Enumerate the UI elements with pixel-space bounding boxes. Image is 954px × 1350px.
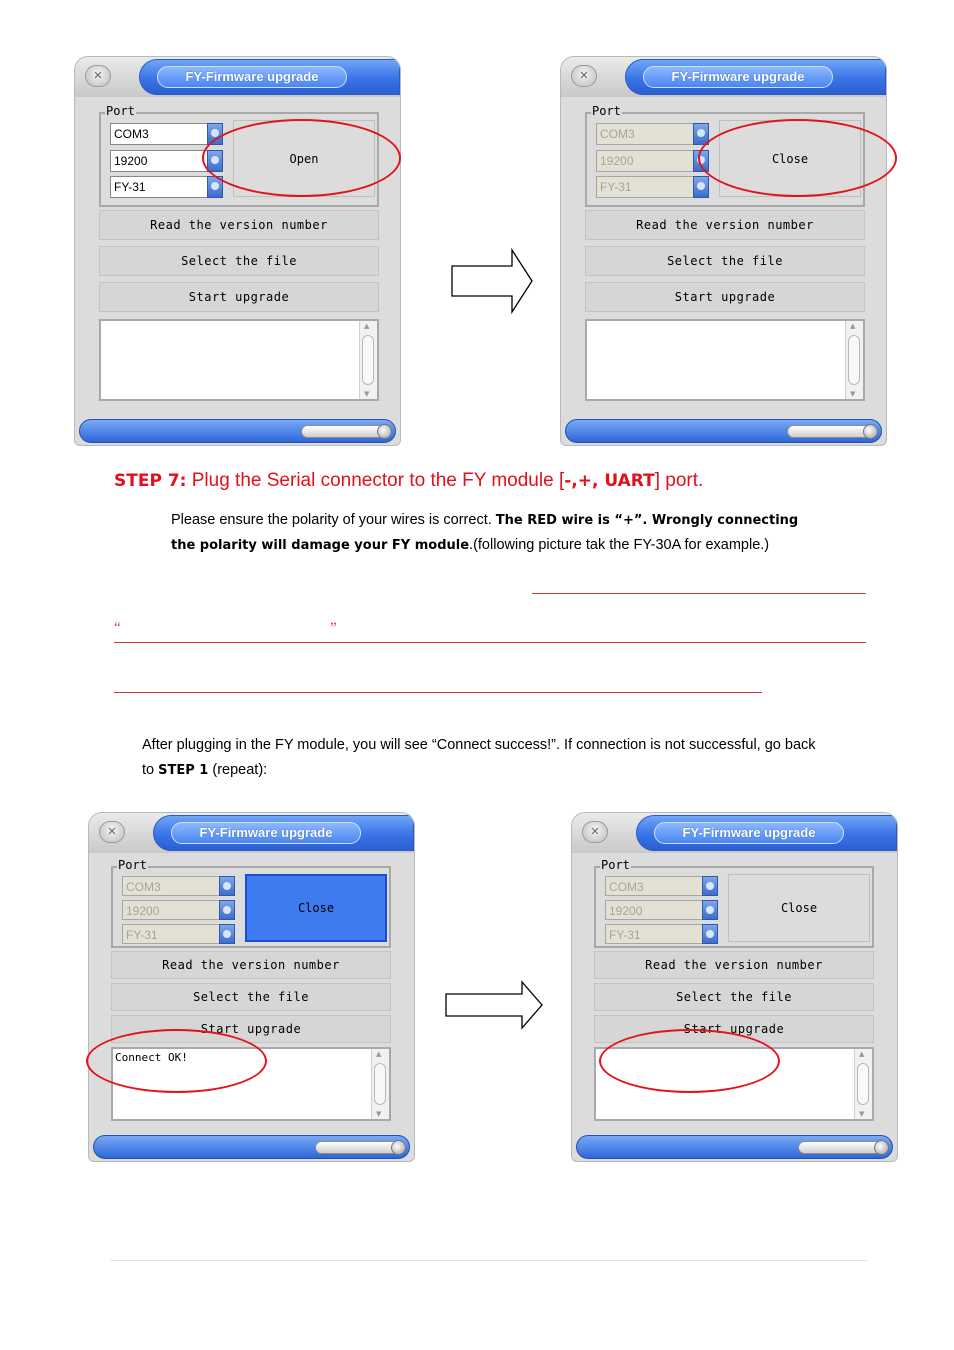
read-version-button[interactable]: Read the version number <box>585 210 865 240</box>
select-file-button[interactable]: Select the file <box>594 983 874 1011</box>
read-version-button[interactable]: Read the version number <box>594 951 874 979</box>
close-port-button[interactable]: Close <box>719 120 861 197</box>
model-select <box>605 924 718 944</box>
model-select <box>122 924 235 944</box>
step-7-text-end: ] port. <box>654 470 704 491</box>
firmware-window-top-right <box>560 56 887 446</box>
scroll-down-icon[interactable]: ▼ <box>376 1110 382 1118</box>
polarity-red-wire: The RED wire is “+”. Wrongly connecting <box>495 513 799 528</box>
scroll-down-icon[interactable]: ▼ <box>364 390 370 398</box>
firmware-window-bottom-right <box>571 812 898 1162</box>
title-bar <box>89 813 414 853</box>
progress-track <box>301 425 391 438</box>
model-value: FY-31 <box>600 180 632 194</box>
com-port-select <box>596 123 709 145</box>
progress-track <box>798 1141 888 1154</box>
after-line2-suffix: (repeat): <box>208 762 268 778</box>
log-connect-ok: Connect OK! <box>115 1051 188 1064</box>
highlight-connect-ok <box>86 1029 267 1093</box>
port-label: Port <box>601 858 630 872</box>
step-7-label: STEP 7: <box>114 471 187 491</box>
com-port-value: COM3 <box>114 127 149 141</box>
read-version-button[interactable]: Read the version number <box>111 951 391 979</box>
title-bar <box>561 57 886 97</box>
read-version-button[interactable]: Read the version number <box>99 210 379 240</box>
start-upgrade-button[interactable]: Start upgrade <box>99 282 379 312</box>
after-line2-prefix: to <box>142 762 159 778</box>
baud-rate-value: 19200 <box>126 904 160 918</box>
scroll-up-icon[interactable]: ▲ <box>376 1050 382 1058</box>
com-port-value: COM3 <box>126 880 161 894</box>
baud-rate-value: 19200 <box>609 904 643 918</box>
highlight-empty-log <box>599 1029 780 1093</box>
dropdown-icon <box>702 900 718 920</box>
arrow-right-icon <box>444 980 544 1030</box>
log-output <box>585 319 865 401</box>
port-label: Port <box>592 104 621 118</box>
scroll-thumb[interactable] <box>374 1063 386 1105</box>
log-scrollbar[interactable] <box>359 321 377 399</box>
window-title: FY-Firmware upgrade <box>157 66 347 88</box>
polarity-line1: Please ensure the polarity of your wires is correct. <box>171 512 496 528</box>
baud-rate-select <box>122 900 235 920</box>
open-button[interactable]: Open <box>233 120 375 197</box>
baud-rate-select <box>596 150 709 172</box>
select-file-button[interactable]: Select the file <box>111 983 391 1011</box>
dropdown-icon <box>219 900 235 920</box>
com-port-select <box>122 876 235 896</box>
start-upgrade-button[interactable]: Start upgrade <box>111 1015 391 1043</box>
scroll-up-icon[interactable]: ▲ <box>859 1050 865 1058</box>
step-7-pins: -,+, UART <box>564 471 655 491</box>
progress-knob <box>874 1140 889 1155</box>
progress-bar <box>576 1135 893 1159</box>
log-scrollbar[interactable] <box>854 1049 872 1119</box>
model-value: FY-31 <box>126 928 158 942</box>
underline-3 <box>114 692 762 693</box>
close-window-icon[interactable]: ✕ <box>85 65 111 87</box>
scroll-thumb[interactable] <box>857 1063 869 1105</box>
port-label: Port <box>106 104 135 118</box>
baud-rate-value: 19200 <box>114 154 148 168</box>
port-group <box>111 858 391 948</box>
log-output <box>99 319 379 401</box>
window-title: FY-Firmware upgrade <box>171 822 361 844</box>
highlight-open-button <box>202 119 401 197</box>
dropdown-icon <box>693 176 709 198</box>
progress-track <box>315 1141 405 1154</box>
step-7-heading <box>114 470 703 492</box>
progress-track <box>787 425 877 438</box>
progress-bar <box>79 419 396 443</box>
close-port-button[interactable]: Close <box>728 874 870 942</box>
start-upgrade-button[interactable]: Start upgrade <box>594 1015 874 1043</box>
progress-bar <box>565 419 882 443</box>
step-7-text: Plug the Serial connector to the FY module [ <box>186 470 565 491</box>
firmware-window-top-left <box>74 56 401 446</box>
polarity-damage: the polarity will damage your FY module <box>171 538 470 553</box>
com-port-value: COM3 <box>600 127 635 141</box>
model-select[interactable] <box>110 176 223 198</box>
window-title: FY-Firmware upgrade <box>654 822 844 844</box>
log-scrollbar[interactable] <box>845 321 863 399</box>
after-plugging-text <box>142 733 867 783</box>
scroll-thumb[interactable] <box>362 335 374 385</box>
dropdown-icon <box>702 876 718 896</box>
dropdown-icon <box>219 924 235 944</box>
port-label: Port <box>118 858 147 872</box>
baud-rate-value: 19200 <box>600 154 634 168</box>
scroll-down-icon[interactable]: ▼ <box>859 1110 865 1118</box>
window-title: FY-Firmware upgrade <box>643 66 833 88</box>
close-window-icon[interactable]: ✕ <box>99 821 125 843</box>
after-line1: After plugging in the FY module, you will see “Connect success!”. If connection is not successful, go back <box>142 737 816 753</box>
select-file-button[interactable]: Select the file <box>585 246 865 276</box>
close-window-icon[interactable]: ✕ <box>571 65 597 87</box>
firmware-window-bottom-left <box>88 812 415 1162</box>
com-port-select[interactable] <box>110 123 223 145</box>
progress-knob <box>391 1140 406 1155</box>
polarity-warning <box>171 508 867 558</box>
com-port-value: COM3 <box>609 880 644 894</box>
select-file-button[interactable]: Select the file <box>99 246 379 276</box>
progress-knob <box>377 424 392 439</box>
baud-rate-select <box>605 900 718 920</box>
scroll-down-icon[interactable]: ▼ <box>850 390 856 398</box>
port-group <box>594 858 874 948</box>
close-port-button[interactable]: Close <box>245 874 387 942</box>
scroll-up-icon[interactable]: ▲ <box>850 322 856 330</box>
title-bar <box>572 813 897 853</box>
scroll-thumb[interactable] <box>848 335 860 385</box>
log-scrollbar[interactable] <box>371 1049 389 1119</box>
close-quote: ” <box>330 620 337 636</box>
dropdown-icon <box>219 876 235 896</box>
model-value: FY-31 <box>114 180 146 194</box>
open-quote: “ <box>114 620 121 636</box>
com-port-select <box>605 876 718 896</box>
start-upgrade-button[interactable]: Start upgrade <box>585 282 865 312</box>
arrow-right-icon <box>450 248 534 314</box>
underline-1 <box>532 593 866 594</box>
title-bar <box>75 57 400 97</box>
progress-knob <box>863 424 878 439</box>
dropdown-icon <box>702 924 718 944</box>
model-select <box>596 176 709 198</box>
scroll-up-icon[interactable]: ▲ <box>364 322 370 330</box>
polarity-example: .(following picture tak the FY-30A for example.) <box>469 537 770 553</box>
footer-rule <box>110 1260 868 1261</box>
step-1-ref: STEP 1 <box>158 763 209 778</box>
underline-2 <box>114 642 866 643</box>
model-value: FY-31 <box>609 928 641 942</box>
highlight-close-button <box>698 119 897 197</box>
progress-bar <box>93 1135 410 1159</box>
close-window-icon[interactable]: ✕ <box>582 821 608 843</box>
